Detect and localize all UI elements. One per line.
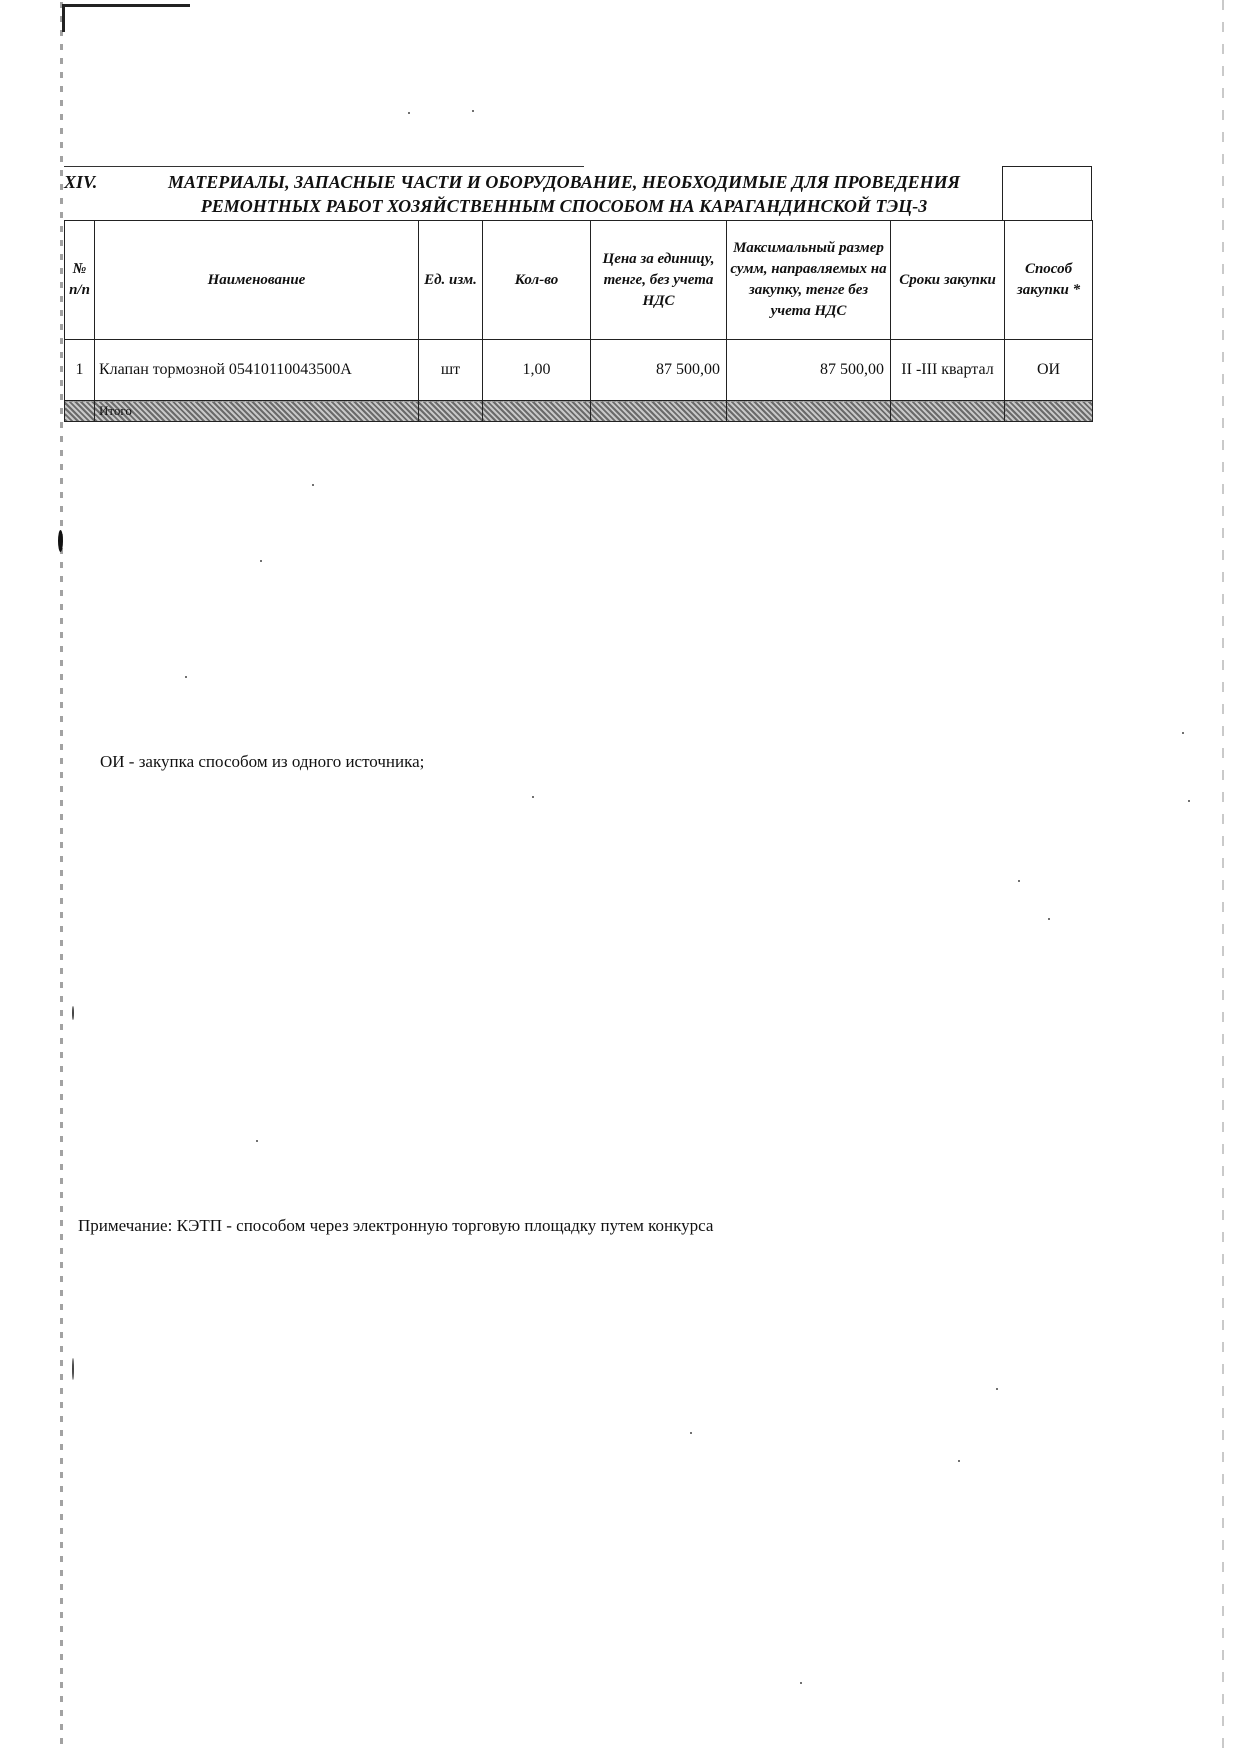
scan-edge-left	[60, 2, 63, 1752]
total-cell-empty	[727, 401, 891, 422]
cell-price: 87 500,00	[591, 340, 727, 401]
cell-method: ОИ	[1005, 340, 1093, 401]
header-qty: Кол-во	[483, 221, 591, 340]
cell-unit: шт	[419, 340, 483, 401]
scan-speck	[185, 676, 187, 678]
scan-speck	[996, 1388, 998, 1390]
scan-speck	[1018, 880, 1020, 882]
procurement-table	[64, 220, 1093, 422]
header-max-sum: Максимальный размер сумм, направляемых на закупку, тенге без учета НДС	[727, 221, 891, 340]
heading-frame	[1002, 166, 1092, 221]
scan-speck	[1048, 918, 1050, 920]
scan-speck	[256, 1140, 258, 1142]
total-cell-empty	[483, 401, 591, 422]
section-number: XIV.	[64, 172, 98, 192]
scan-edge-right	[1222, 0, 1224, 1754]
scan-speck	[1182, 732, 1184, 734]
cell-name: Клапан тормозной 05410110043500А	[95, 340, 419, 401]
total-row	[65, 401, 1093, 422]
scan-speck	[58, 530, 63, 552]
heading-top-rule	[64, 166, 584, 167]
scan-speck	[72, 1006, 74, 1020]
header-method: Способ закупки *	[1005, 221, 1093, 340]
cell-num: 1	[65, 340, 95, 401]
scan-speck	[260, 560, 262, 562]
total-cell-empty	[419, 401, 483, 422]
note-text: Примечание: КЭТП - способом через электронную торговую площадку путем конкурса	[78, 1216, 714, 1235]
table-header-row	[65, 221, 1093, 340]
total-cell-empty	[591, 401, 727, 422]
cell-max-sum: 87 500,00	[727, 340, 891, 401]
header-term: Сроки закупки	[891, 221, 1005, 340]
scan-speck	[800, 1682, 802, 1684]
scan-edge-top-vertical	[62, 4, 65, 32]
cell-qty: 1,00	[483, 340, 591, 401]
scan-speck	[958, 1460, 960, 1462]
header-unit: Ед. изм.	[419, 221, 483, 340]
total-cell-num	[65, 401, 95, 422]
header-name: Наименование	[95, 221, 419, 340]
scan-speck	[408, 112, 410, 114]
scan-speck	[312, 484, 314, 486]
total-cell-empty	[1005, 401, 1093, 422]
section-title-line-2: РЕМОНТНЫХ РАБОТ ХОЗЯЙСТВЕННЫМ СПОСОБОМ НА КАРАГАНДИНСКОЙ ТЭЦ-3	[200, 196, 928, 216]
scan-speck	[532, 796, 534, 798]
total-label: Итого	[95, 401, 419, 422]
cell-term: II -III квартал	[891, 340, 1005, 401]
scan-speck	[690, 1432, 692, 1434]
scan-edge-top	[62, 4, 190, 7]
section-title-line-1: МАТЕРИАЛЫ, ЗАПАСНЫЕ ЧАСТИ И ОБОРУДОВАНИЕ, НЕОБХОДИМЫЕ ДЛЯ ПРОВЕДЕНИЯ	[167, 172, 961, 192]
scan-speck	[72, 1358, 74, 1380]
table-row	[65, 340, 1093, 401]
total-cell-empty	[891, 401, 1005, 422]
scan-speck	[472, 110, 474, 112]
section-title	[114, 170, 1014, 218]
header-num: № п/п	[65, 221, 95, 340]
scan-speck	[1188, 800, 1190, 802]
header-price: Цена за единицу, тенге, без учета НДС	[591, 221, 727, 340]
legend-text: ОИ - закупка способом из одного источника;	[100, 752, 425, 771]
